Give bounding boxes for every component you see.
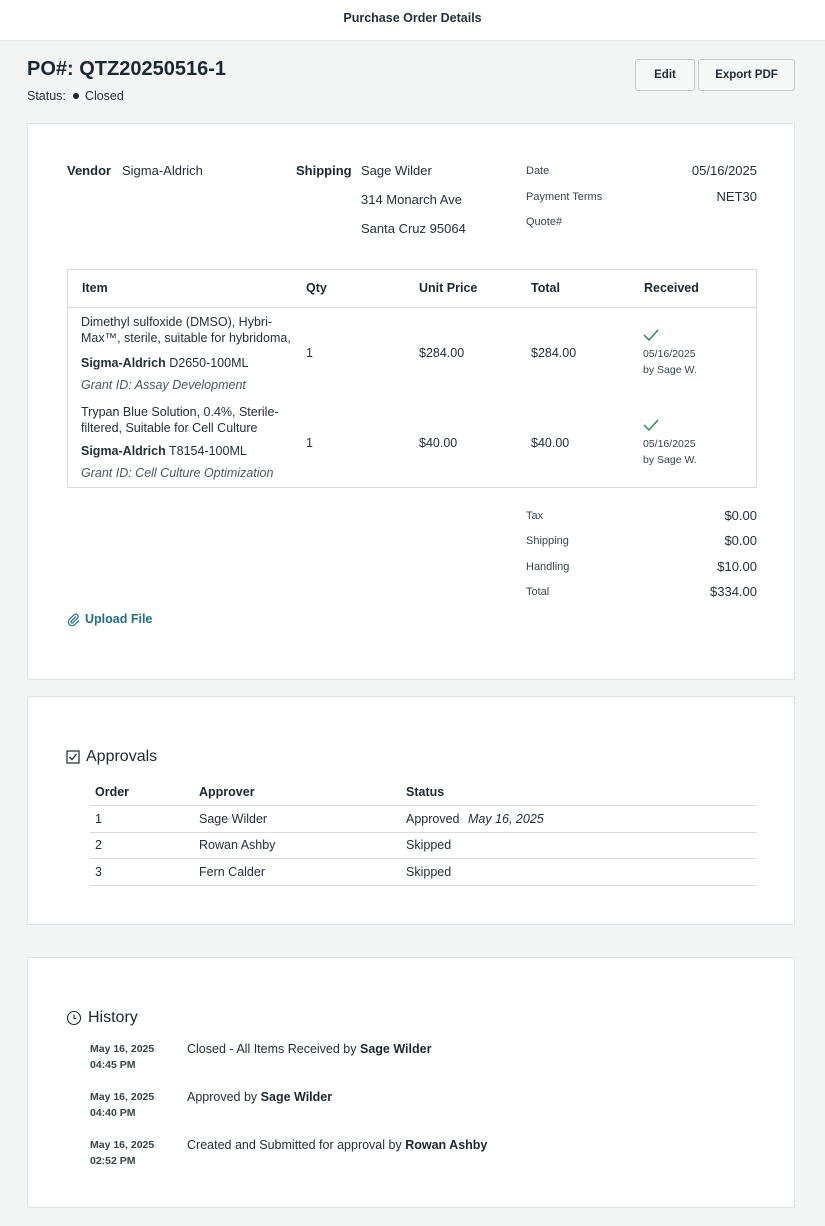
approval-order: 2 — [95, 838, 102, 852]
approval-order: 1 — [95, 812, 102, 826]
table-row — [68, 309, 756, 397]
col-item: Item — [82, 281, 108, 295]
history-date: May 16, 2025 — [90, 1091, 155, 1103]
item-catalog: D2650-100ML — [169, 356, 249, 370]
item-qty: 1 — [306, 346, 313, 360]
item-total: $40.00 — [531, 436, 570, 450]
status-label: Status: — [27, 89, 66, 103]
shipping-cost-value: $0.00 — [724, 533, 757, 548]
history-heading — [66, 1009, 138, 1027]
history-text: Created and Submitted for approval by — [187, 1138, 406, 1152]
status-dot-icon — [73, 93, 79, 99]
history-user: Rowan Ashby — [405, 1138, 488, 1152]
col-approver: Approver — [199, 785, 255, 799]
history-time: 02:52 PM — [90, 1155, 136, 1167]
history-entry — [187, 1042, 431, 1056]
handling-value: $10.00 — [717, 559, 757, 574]
item-catalog: T8154-100ML — [169, 444, 247, 458]
table-row — [68, 399, 756, 487]
approvals-title: Approvals — [86, 748, 158, 765]
divider — [90, 805, 757, 806]
date-value: 05/16/2025 — [691, 163, 757, 178]
col-qty: Qty — [306, 281, 327, 295]
item-grant: Grant ID: Assay Development — [81, 378, 246, 392]
history-user: Sage Wilder — [260, 1090, 333, 1104]
received-info — [643, 436, 697, 468]
item-total: $284.00 — [531, 346, 577, 360]
shipping-label: Shipping — [296, 163, 352, 178]
col-received: Received — [644, 281, 699, 295]
handling-label: Handling — [526, 561, 570, 573]
item-qty: 1 — [306, 436, 313, 450]
approval-status: Skipped — [406, 865, 452, 879]
total-value: $334.00 — [710, 584, 757, 599]
approval-date: May 16, 2025 — [468, 812, 544, 826]
upload-file-label: Upload File — [85, 612, 153, 626]
history-date: May 16, 2025 — [90, 1139, 155, 1151]
col-status: Status — [406, 785, 445, 799]
export-pdf-button[interactable]: Export PDF — [698, 59, 795, 91]
po-status — [27, 89, 124, 103]
checkmark-icon — [643, 419, 659, 434]
shipping-line-city: Santa Cruz 95064 — [361, 221, 466, 236]
item-description: Trypan Blue Solution, 0.4%, Sterile-filtered, Suitable for Cell Culture — [81, 405, 279, 435]
item-vendor: Sigma-Aldrich — [81, 356, 166, 370]
paperclip-icon — [67, 613, 80, 626]
date-label: Date — [526, 165, 550, 177]
tax-value: $0.00 — [724, 508, 757, 523]
tax-label: Tax — [526, 510, 544, 522]
checkbox-icon — [66, 750, 86, 764]
col-unit-price: Unit Price — [419, 281, 478, 295]
history-time: 04:45 PM — [90, 1059, 136, 1071]
received-date: 05/16/2025 — [643, 348, 696, 360]
col-total: Total — [531, 281, 560, 295]
history-text: Closed - All Items Received by — [187, 1042, 360, 1056]
po-details-card — [27, 123, 795, 680]
history-title: History — [88, 1009, 138, 1026]
items-table-header — [68, 270, 756, 308]
approval-status: Skipped — [406, 838, 452, 852]
history-text: Approved by — [187, 1090, 261, 1104]
vendor-label: Vendor — [67, 163, 112, 178]
approval-approver: Fern Calder — [199, 865, 265, 879]
history-timestamp — [90, 1041, 170, 1073]
item-vendor: Sigma-Aldrich — [81, 444, 166, 458]
history-entry — [187, 1090, 332, 1104]
received-info — [643, 346, 697, 378]
item-vendor-catalog — [81, 356, 248, 370]
divider — [90, 885, 757, 886]
status-value: Closed — [84, 89, 124, 103]
approvals-heading — [66, 748, 157, 766]
po-number: PO#: QTZ20250516-1 — [27, 58, 226, 80]
item-grant: Grant ID: Cell Culture Optimization — [81, 466, 274, 480]
checkmark-icon — [643, 329, 659, 344]
divider — [90, 832, 757, 833]
clock-icon — [66, 1010, 88, 1026]
top-bar — [0, 0, 825, 41]
history-date: May 16, 2025 — [90, 1043, 155, 1055]
received-date: 05/16/2025 — [643, 438, 696, 450]
history-timestamp — [90, 1137, 170, 1169]
divider — [90, 858, 757, 859]
quote-label: Quote# — [526, 216, 563, 228]
item-description: Dimethyl sulfoxide (DMSO), Hybri-Max™, sterile, suitable for hybridoma, — [81, 315, 291, 345]
shipping-line-street: 314 Monarch Ave — [361, 192, 462, 207]
items-table — [67, 269, 757, 488]
upload-file-link[interactable] — [67, 612, 152, 626]
history-entry — [187, 1138, 487, 1152]
payment-terms-value: NET30 — [716, 189, 757, 204]
shipping-line-name: Sage Wilder — [361, 163, 432, 178]
shipping-cost-label: Shipping — [526, 535, 569, 547]
approval-approver: Sage Wilder — [199, 812, 268, 826]
page-header-title: Purchase Order Details — [343, 11, 482, 25]
total-label: Total — [526, 586, 550, 598]
received-by: by Sage W. — [643, 454, 697, 466]
item-unit-price: $284.00 — [419, 346, 465, 360]
received-by: by Sage W. — [643, 364, 697, 376]
approval-approver: Rowan Ashby — [199, 838, 276, 852]
item-unit-price: $40.00 — [419, 436, 458, 450]
payment-terms-label: Payment Terms — [526, 191, 603, 203]
history-time: 04:40 PM — [90, 1107, 136, 1119]
history-timestamp — [90, 1089, 170, 1121]
approvals-card — [27, 696, 795, 925]
history-card — [27, 957, 795, 1208]
item-vendor-catalog — [81, 444, 247, 458]
col-order: Order — [95, 785, 130, 799]
approval-status: Approved — [406, 812, 460, 826]
history-user: Sage Wilder — [360, 1042, 432, 1056]
vendor-value: Sigma-Aldrich — [122, 163, 203, 178]
edit-button[interactable]: Edit — [635, 59, 695, 91]
approval-order: 3 — [95, 865, 102, 879]
